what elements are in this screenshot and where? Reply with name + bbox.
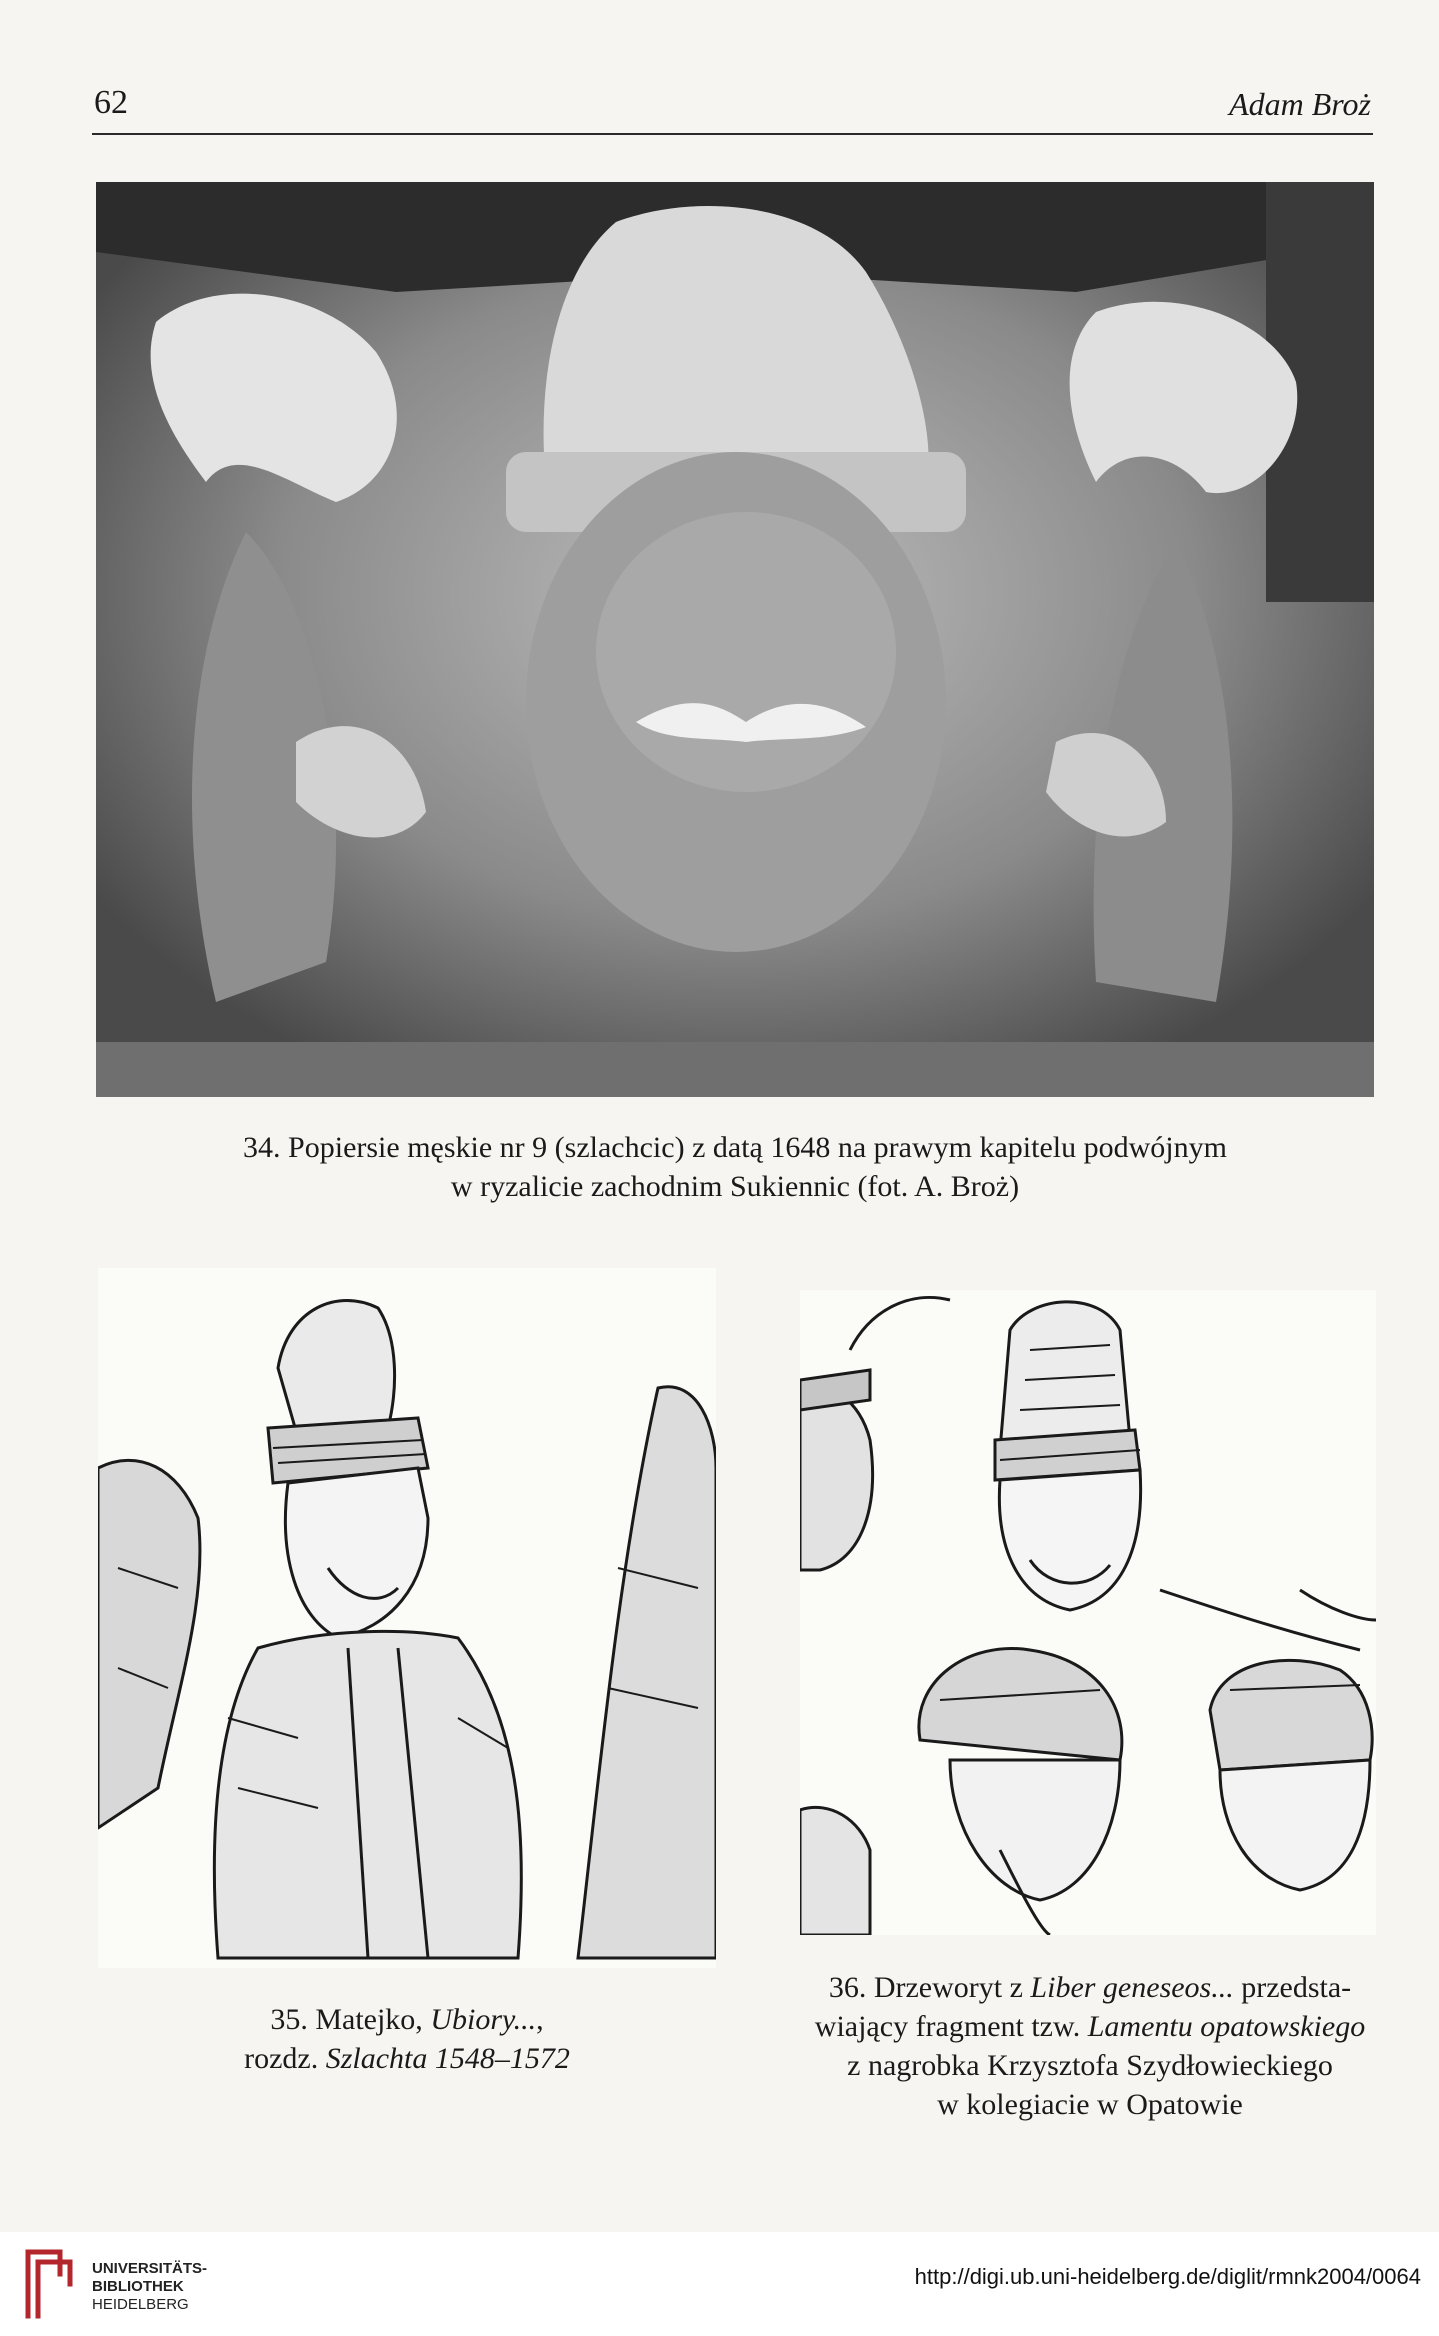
library-logo-icon [20,2244,80,2324]
page-number: 62 [94,84,128,121]
figure-36-caption-line3: z nagrobka Krzysztofa Szydłowieckiego [847,2049,1333,2082]
figure-36-caption-line2 [770,2007,1410,2046]
footer-band [0,2232,1439,2336]
figure-35-caption-title: Ubiory... [430,2003,537,2036]
library-name-line1: UNIVERSITÄTS- [92,2260,208,2277]
figure-35-caption-line2-prefix: rozdz. [244,2042,326,2075]
figure-34-caption-line2: w ryzalicie zachodnim Sukiennic (fot. A. Broż) [450,1170,1020,1203]
figure-36-line2-italic: Lamentu opatowskiego [1087,2010,1366,2043]
figure-36-woodcut [800,1290,1376,1935]
header-rule [92,133,1373,135]
figure-35-drawing [98,1268,716,1968]
library-name-line3: HEIDELBERG [92,2296,189,2313]
figure-35-caption-line1 [98,2000,716,2039]
running-head: Adam Broż [1229,86,1371,122]
figure-34-photo [96,182,1374,1097]
figure-35-caption-line2-italic: Szlachta 1548–1572 [325,2042,570,2075]
figure-35-caption-sep: , [536,2003,544,2036]
figure-36-caption [770,1968,1410,2124]
figure-35-caption [98,2000,716,2078]
figure-34-caption [96,1128,1374,1206]
source-url-link[interactable]: http://digi.ub.uni-heidelberg.de/diglit/rmnk2004/0064 [914,2264,1421,2289]
figure-36-line2-prefix: wiający fragment tzw. [814,2010,1088,2043]
library-name [92,2260,207,2314]
figure-35-caption-prefix: 35. Matejko, [270,2003,431,2036]
figure-36-line1-suffix: przedsta- [1233,1971,1352,2004]
figure-36-line1-prefix: 36. Drzeworyt z [828,1971,1031,2004]
figure-36-caption-line1 [770,1968,1410,2007]
figure-34-caption-line1: 34. Popiersie męskie nr 9 (szlachcic) z datą 1648 na prawym kapitelu podwójnym [243,1131,1227,1164]
library-name-line2: BIBLIOTHEK [92,2278,184,2295]
figure-36-caption-line4: w kolegiacie w Opatowie [937,2088,1243,2121]
figure-35-caption-line2 [98,2039,716,2078]
figure-36-line1-italic: Liber geneseos... [1030,1971,1234,2004]
